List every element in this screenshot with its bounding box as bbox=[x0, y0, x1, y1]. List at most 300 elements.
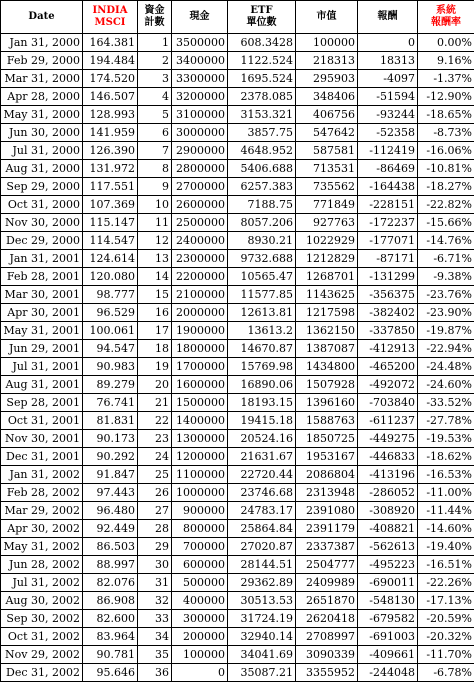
cell-etf-units: 31724.19 bbox=[228, 610, 296, 628]
table-row bbox=[1, 484, 474, 502]
cell-return: -492072 bbox=[358, 376, 418, 394]
table-row bbox=[1, 628, 474, 646]
cell-fund-count: 20 bbox=[138, 376, 172, 394]
cell-cash: 200000 bbox=[172, 628, 228, 646]
cell-etf-units: 8930.21 bbox=[228, 232, 296, 250]
cell-etf-units: 14670.87 bbox=[228, 340, 296, 358]
cell-market-value: 547642 bbox=[296, 124, 358, 142]
cell-cash: 1200000 bbox=[172, 448, 228, 466]
table-body bbox=[1, 34, 474, 682]
cell-etf-units: 20524.16 bbox=[228, 430, 296, 448]
cell-fund-count: 25 bbox=[138, 466, 172, 484]
cell-system-return-rate: -9.38% bbox=[418, 268, 474, 286]
table-row bbox=[1, 232, 474, 250]
cell-market-value: 927763 bbox=[296, 214, 358, 232]
cell-market-value: 1396160 bbox=[296, 394, 358, 412]
table-row bbox=[1, 556, 474, 574]
cell-date: Jun 30, 2000 bbox=[1, 124, 83, 142]
cell-market-value: 1850725 bbox=[296, 430, 358, 448]
cell-market-value: 2086804 bbox=[296, 466, 358, 484]
cell-system-return-rate: -22.82% bbox=[418, 196, 474, 214]
cell-system-return-rate: 9.16% bbox=[418, 52, 474, 70]
cell-system-return-rate: -18.65% bbox=[418, 106, 474, 124]
cell-etf-units: 24783.17 bbox=[228, 502, 296, 520]
cell-market-value: 1212829 bbox=[296, 250, 358, 268]
cell-cash: 2100000 bbox=[172, 286, 228, 304]
cell-return: -413196 bbox=[358, 466, 418, 484]
cell-fund-count: 13 bbox=[138, 250, 172, 268]
cell-market-value: 2337387 bbox=[296, 538, 358, 556]
cell-date: Aug 30, 2002 bbox=[1, 592, 83, 610]
cell-etf-units: 25864.84 bbox=[228, 520, 296, 538]
table-row bbox=[1, 160, 474, 178]
cell-india-msci: 86.503 bbox=[83, 538, 138, 556]
cell-india-msci: 82.076 bbox=[83, 574, 138, 592]
cell-fund-count: 18 bbox=[138, 340, 172, 358]
cell-etf-units: 1695.524 bbox=[228, 70, 296, 88]
cell-market-value: 2391080 bbox=[296, 502, 358, 520]
cell-etf-units: 28144.51 bbox=[228, 556, 296, 574]
cell-cash: 3100000 bbox=[172, 106, 228, 124]
cell-fund-count: 10 bbox=[138, 196, 172, 214]
cell-india-msci: 107.369 bbox=[83, 196, 138, 214]
cell-date: Dec 29, 2000 bbox=[1, 232, 83, 250]
cell-system-return-rate: -16.51% bbox=[418, 556, 474, 574]
cell-return: -548130 bbox=[358, 592, 418, 610]
cell-market-value: 2651870 bbox=[296, 592, 358, 610]
cell-system-return-rate: -8.73% bbox=[418, 124, 474, 142]
cell-cash: 1700000 bbox=[172, 358, 228, 376]
cell-india-msci: 90.173 bbox=[83, 430, 138, 448]
cell-cash: 1600000 bbox=[172, 376, 228, 394]
cell-date: Sep 28, 2001 bbox=[1, 394, 83, 412]
cell-system-return-rate: -15.66% bbox=[418, 214, 474, 232]
cell-return: -691003 bbox=[358, 628, 418, 646]
cell-etf-units: 18193.15 bbox=[228, 394, 296, 412]
cell-india-msci: 117.551 bbox=[83, 178, 138, 196]
cell-market-value: 2708997 bbox=[296, 628, 358, 646]
cell-fund-count: 19 bbox=[138, 358, 172, 376]
cell-etf-units: 16890.06 bbox=[228, 376, 296, 394]
cell-etf-units: 6257.383 bbox=[228, 178, 296, 196]
cell-system-return-rate: -33.52% bbox=[418, 394, 474, 412]
table-row bbox=[1, 430, 474, 448]
cell-cash: 3300000 bbox=[172, 70, 228, 88]
cell-market-value: 1507928 bbox=[296, 376, 358, 394]
cell-cash: 1300000 bbox=[172, 430, 228, 448]
cell-return: -690011 bbox=[358, 574, 418, 592]
cell-return: -172237 bbox=[358, 214, 418, 232]
cell-date: Dec 31, 2002 bbox=[1, 664, 83, 682]
cell-market-value: 735562 bbox=[296, 178, 358, 196]
cell-system-return-rate: -20.32% bbox=[418, 628, 474, 646]
table-row bbox=[1, 646, 474, 664]
cell-market-value: 406756 bbox=[296, 106, 358, 124]
cell-etf-units: 8057.206 bbox=[228, 214, 296, 232]
cell-return: -382402 bbox=[358, 304, 418, 322]
cell-etf-units: 35087.21 bbox=[228, 664, 296, 682]
header-etf-units: ETF 單位數 bbox=[228, 1, 296, 34]
cell-market-value: 771849 bbox=[296, 196, 358, 214]
cell-etf-units: 13613.2 bbox=[228, 322, 296, 340]
header-row bbox=[1, 1, 474, 34]
cell-fund-count: 36 bbox=[138, 664, 172, 682]
cell-return: -52358 bbox=[358, 124, 418, 142]
cell-cash: 1800000 bbox=[172, 340, 228, 358]
table-row bbox=[1, 340, 474, 358]
cell-date: May 31, 2002 bbox=[1, 538, 83, 556]
cell-date: Apr 30, 2001 bbox=[1, 304, 83, 322]
cell-india-msci: 89.279 bbox=[83, 376, 138, 394]
header-fund-count: 資金 計數 bbox=[138, 1, 172, 34]
cell-date: Apr 30, 2002 bbox=[1, 520, 83, 538]
cell-fund-count: 31 bbox=[138, 574, 172, 592]
cell-return: -112419 bbox=[358, 142, 418, 160]
cell-cash: 2000000 bbox=[172, 304, 228, 322]
table-row bbox=[1, 520, 474, 538]
cell-date: Sep 29, 2000 bbox=[1, 178, 83, 196]
cell-system-return-rate: -14.60% bbox=[418, 520, 474, 538]
cell-etf-units: 5406.688 bbox=[228, 160, 296, 178]
cell-date: Apr 28, 2000 bbox=[1, 88, 83, 106]
cell-market-value: 2391179 bbox=[296, 520, 358, 538]
table-row bbox=[1, 106, 474, 124]
table-row bbox=[1, 268, 474, 286]
cell-india-msci: 174.520 bbox=[83, 70, 138, 88]
cell-fund-count: 21 bbox=[138, 394, 172, 412]
cell-date: Jul 31, 2000 bbox=[1, 142, 83, 160]
cell-market-value: 1434800 bbox=[296, 358, 358, 376]
cell-india-msci: 164.381 bbox=[83, 34, 138, 52]
table-row bbox=[1, 52, 474, 70]
cell-date: Mar 29, 2002 bbox=[1, 502, 83, 520]
cell-market-value: 1362150 bbox=[296, 322, 358, 340]
cell-date: Feb 29, 2000 bbox=[1, 52, 83, 70]
table-row bbox=[1, 466, 474, 484]
cell-date: Feb 28, 2002 bbox=[1, 484, 83, 502]
cell-fund-count: 14 bbox=[138, 268, 172, 286]
cell-fund-count: 33 bbox=[138, 610, 172, 628]
cell-cash: 1500000 bbox=[172, 394, 228, 412]
cell-date: Nov 30, 2000 bbox=[1, 214, 83, 232]
table-row bbox=[1, 358, 474, 376]
cell-date: Jan 31, 2001 bbox=[1, 250, 83, 268]
cell-india-msci: 120.080 bbox=[83, 268, 138, 286]
cell-cash: 2400000 bbox=[172, 232, 228, 250]
cell-etf-units: 3153.321 bbox=[228, 106, 296, 124]
cell-etf-units: 608.3428 bbox=[228, 34, 296, 52]
cell-cash: 1000000 bbox=[172, 484, 228, 502]
cell-fund-count: 5 bbox=[138, 106, 172, 124]
cell-india-msci: 92.449 bbox=[83, 520, 138, 538]
cell-system-return-rate: -6.71% bbox=[418, 250, 474, 268]
cell-system-return-rate: -19.53% bbox=[418, 430, 474, 448]
cell-fund-count: 35 bbox=[138, 646, 172, 664]
cell-date: Oct 31, 2002 bbox=[1, 628, 83, 646]
cell-market-value: 1217598 bbox=[296, 304, 358, 322]
cell-etf-units: 7188.75 bbox=[228, 196, 296, 214]
cell-market-value: 1143625 bbox=[296, 286, 358, 304]
cell-market-value: 2504777 bbox=[296, 556, 358, 574]
cell-etf-units: 12613.81 bbox=[228, 304, 296, 322]
cell-return: -337850 bbox=[358, 322, 418, 340]
cell-cash: 600000 bbox=[172, 556, 228, 574]
cell-fund-count: 23 bbox=[138, 430, 172, 448]
cell-cash: 1400000 bbox=[172, 412, 228, 430]
cell-return: -679582 bbox=[358, 610, 418, 628]
header-cash: 現金 bbox=[172, 1, 228, 34]
cell-date: Mar 31, 2000 bbox=[1, 70, 83, 88]
cell-system-return-rate: -11.44% bbox=[418, 502, 474, 520]
cell-cash: 2300000 bbox=[172, 250, 228, 268]
cell-india-msci: 90.983 bbox=[83, 358, 138, 376]
cell-system-return-rate: -27.78% bbox=[418, 412, 474, 430]
cell-date: Sep 30, 2002 bbox=[1, 610, 83, 628]
cell-system-return-rate: -23.76% bbox=[418, 286, 474, 304]
cell-india-msci: 98.777 bbox=[83, 286, 138, 304]
cell-market-value: 2620418 bbox=[296, 610, 358, 628]
cell-cash: 2800000 bbox=[172, 160, 228, 178]
cell-date: May 31, 2001 bbox=[1, 322, 83, 340]
cell-return: -164438 bbox=[358, 178, 418, 196]
cell-return: -244048 bbox=[358, 664, 418, 682]
cell-etf-units: 15769.98 bbox=[228, 358, 296, 376]
table-row bbox=[1, 250, 474, 268]
cell-market-value: 295903 bbox=[296, 70, 358, 88]
cell-india-msci: 94.547 bbox=[83, 340, 138, 358]
cell-system-return-rate: -19.40% bbox=[418, 538, 474, 556]
cell-market-value: 218313 bbox=[296, 52, 358, 70]
cell-fund-count: 15 bbox=[138, 286, 172, 304]
cell-return: -177071 bbox=[358, 232, 418, 250]
table-row bbox=[1, 178, 474, 196]
cell-fund-count: 12 bbox=[138, 232, 172, 250]
cell-date: Jul 31, 2002 bbox=[1, 574, 83, 592]
cell-india-msci: 81.831 bbox=[83, 412, 138, 430]
cell-date: Aug 31, 2000 bbox=[1, 160, 83, 178]
table-row bbox=[1, 70, 474, 88]
cell-fund-count: 11 bbox=[138, 214, 172, 232]
cell-return: 18313 bbox=[358, 52, 418, 70]
cell-cash: 800000 bbox=[172, 520, 228, 538]
cell-fund-count: 22 bbox=[138, 412, 172, 430]
cell-cash: 2900000 bbox=[172, 142, 228, 160]
cell-cash: 1100000 bbox=[172, 466, 228, 484]
cell-etf-units: 34041.69 bbox=[228, 646, 296, 664]
cell-fund-count: 30 bbox=[138, 556, 172, 574]
table-row bbox=[1, 286, 474, 304]
cell-market-value: 3090339 bbox=[296, 646, 358, 664]
cell-cash: 1900000 bbox=[172, 322, 228, 340]
cell-system-return-rate: -14.76% bbox=[418, 232, 474, 250]
cell-system-return-rate: -11.00% bbox=[418, 484, 474, 502]
cell-date: Feb 28, 2001 bbox=[1, 268, 83, 286]
cell-market-value: 587581 bbox=[296, 142, 358, 160]
table-row bbox=[1, 664, 474, 682]
cell-india-msci: 115.147 bbox=[83, 214, 138, 232]
cell-date: Jan 31, 2000 bbox=[1, 34, 83, 52]
cell-fund-count: 6 bbox=[138, 124, 172, 142]
cell-etf-units: 21631.67 bbox=[228, 448, 296, 466]
cell-india-msci: 90.292 bbox=[83, 448, 138, 466]
cell-return: -4097 bbox=[358, 70, 418, 88]
table-row bbox=[1, 196, 474, 214]
cell-cash: 2200000 bbox=[172, 268, 228, 286]
cell-india-msci: 82.600 bbox=[83, 610, 138, 628]
cell-india-msci: 131.972 bbox=[83, 160, 138, 178]
cell-etf-units: 10565.47 bbox=[228, 268, 296, 286]
header-india-msci: INDIA MSCI bbox=[83, 1, 138, 34]
cell-return: 0 bbox=[358, 34, 418, 52]
header-return: 報酬 bbox=[358, 1, 418, 34]
header-market-value: 市值 bbox=[296, 1, 358, 34]
cell-date: Jun 29, 2001 bbox=[1, 340, 83, 358]
table-row bbox=[1, 412, 474, 430]
cell-return: -465200 bbox=[358, 358, 418, 376]
cell-cash: 3200000 bbox=[172, 88, 228, 106]
cell-return: -86469 bbox=[358, 160, 418, 178]
cell-india-msci: 95.646 bbox=[83, 664, 138, 682]
cell-fund-count: 26 bbox=[138, 484, 172, 502]
cell-cash: 2700000 bbox=[172, 178, 228, 196]
cell-fund-count: 4 bbox=[138, 88, 172, 106]
cell-cash: 3500000 bbox=[172, 34, 228, 52]
cell-india-msci: 124.614 bbox=[83, 250, 138, 268]
table-row bbox=[1, 88, 474, 106]
cell-cash: 2500000 bbox=[172, 214, 228, 232]
cell-date: Dec 31, 2001 bbox=[1, 448, 83, 466]
cell-system-return-rate: -16.53% bbox=[418, 466, 474, 484]
cell-market-value: 1953167 bbox=[296, 448, 358, 466]
cell-market-value: 348406 bbox=[296, 88, 358, 106]
cell-cash: 400000 bbox=[172, 592, 228, 610]
cell-etf-units: 11577.85 bbox=[228, 286, 296, 304]
cell-date: Aug 31, 2001 bbox=[1, 376, 83, 394]
cell-etf-units: 19415.18 bbox=[228, 412, 296, 430]
table-row bbox=[1, 394, 474, 412]
cell-system-return-rate: -6.78% bbox=[418, 664, 474, 682]
cell-market-value: 1268701 bbox=[296, 268, 358, 286]
cell-return: -228151 bbox=[358, 196, 418, 214]
cell-india-msci: 128.993 bbox=[83, 106, 138, 124]
cell-return: -703840 bbox=[358, 394, 418, 412]
table-row bbox=[1, 538, 474, 556]
cell-fund-count: 34 bbox=[138, 628, 172, 646]
cell-cash: 900000 bbox=[172, 502, 228, 520]
cell-system-return-rate: -19.87% bbox=[418, 322, 474, 340]
cell-fund-count: 2 bbox=[138, 52, 172, 70]
table-row bbox=[1, 322, 474, 340]
cell-return: -408821 bbox=[358, 520, 418, 538]
cell-fund-count: 7 bbox=[138, 142, 172, 160]
cell-market-value: 713531 bbox=[296, 160, 358, 178]
cell-cash: 2600000 bbox=[172, 196, 228, 214]
cell-etf-units: 22720.44 bbox=[228, 466, 296, 484]
cell-fund-count: 27 bbox=[138, 502, 172, 520]
cell-system-return-rate: -22.26% bbox=[418, 574, 474, 592]
cell-system-return-rate: 0.00% bbox=[418, 34, 474, 52]
cell-india-msci: 126.390 bbox=[83, 142, 138, 160]
cell-system-return-rate: -11.70% bbox=[418, 646, 474, 664]
cell-date: Oct 31, 2000 bbox=[1, 196, 83, 214]
cell-return: -562613 bbox=[358, 538, 418, 556]
cell-system-return-rate: -16.06% bbox=[418, 142, 474, 160]
cell-etf-units: 29362.89 bbox=[228, 574, 296, 592]
table-row bbox=[1, 448, 474, 466]
cell-date: Mar 30, 2001 bbox=[1, 286, 83, 304]
cell-date: May 31, 2000 bbox=[1, 106, 83, 124]
cell-market-value: 3355952 bbox=[296, 664, 358, 682]
cell-date: Jan 31, 2002 bbox=[1, 466, 83, 484]
cell-etf-units: 1122.524 bbox=[228, 52, 296, 70]
cell-return: -93244 bbox=[358, 106, 418, 124]
table-row bbox=[1, 304, 474, 322]
cell-system-return-rate: -24.60% bbox=[418, 376, 474, 394]
cell-return: -131299 bbox=[358, 268, 418, 286]
cell-fund-count: 16 bbox=[138, 304, 172, 322]
cell-india-msci: 114.547 bbox=[83, 232, 138, 250]
cell-market-value: 100000 bbox=[296, 34, 358, 52]
cell-etf-units: 27020.87 bbox=[228, 538, 296, 556]
cell-return: -286052 bbox=[358, 484, 418, 502]
table-row bbox=[1, 376, 474, 394]
cell-return: -409661 bbox=[358, 646, 418, 664]
cell-return: -611237 bbox=[358, 412, 418, 430]
cell-etf-units: 32940.14 bbox=[228, 628, 296, 646]
cell-etf-units: 2378.085 bbox=[228, 88, 296, 106]
header-date: Date bbox=[1, 1, 83, 34]
cell-fund-count: 8 bbox=[138, 160, 172, 178]
cell-etf-units: 4648.952 bbox=[228, 142, 296, 160]
cell-fund-count: 29 bbox=[138, 538, 172, 556]
table-row bbox=[1, 34, 474, 52]
cell-etf-units: 3857.75 bbox=[228, 124, 296, 142]
cell-system-return-rate: -18.62% bbox=[418, 448, 474, 466]
cell-fund-count: 1 bbox=[138, 34, 172, 52]
cell-return: -412913 bbox=[358, 340, 418, 358]
cell-fund-count: 24 bbox=[138, 448, 172, 466]
cell-return: -51594 bbox=[358, 88, 418, 106]
cell-india-msci: 97.443 bbox=[83, 484, 138, 502]
cell-return: -87171 bbox=[358, 250, 418, 268]
cell-date: Oct 31, 2001 bbox=[1, 412, 83, 430]
cell-system-return-rate: -17.13% bbox=[418, 592, 474, 610]
table-row bbox=[1, 592, 474, 610]
cell-cash: 500000 bbox=[172, 574, 228, 592]
cell-etf-units: 30513.53 bbox=[228, 592, 296, 610]
cell-system-return-rate: -10.81% bbox=[418, 160, 474, 178]
cell-india-msci: 146.507 bbox=[83, 88, 138, 106]
cell-india-msci: 91.847 bbox=[83, 466, 138, 484]
cell-fund-count: 17 bbox=[138, 322, 172, 340]
cell-india-msci: 88.997 bbox=[83, 556, 138, 574]
cell-system-return-rate: -1.37% bbox=[418, 70, 474, 88]
cell-cash: 300000 bbox=[172, 610, 228, 628]
cell-date: Jul 31, 2001 bbox=[1, 358, 83, 376]
cell-etf-units: 9732.688 bbox=[228, 250, 296, 268]
cell-return: -495223 bbox=[358, 556, 418, 574]
cell-return: -308920 bbox=[358, 502, 418, 520]
cell-india-msci: 83.964 bbox=[83, 628, 138, 646]
cell-india-msci: 96.480 bbox=[83, 502, 138, 520]
table-row bbox=[1, 502, 474, 520]
cell-cash: 700000 bbox=[172, 538, 228, 556]
cell-fund-count: 3 bbox=[138, 70, 172, 88]
cell-cash: 3000000 bbox=[172, 124, 228, 142]
cell-system-return-rate: -20.59% bbox=[418, 610, 474, 628]
cell-market-value: 1588763 bbox=[296, 412, 358, 430]
cell-system-return-rate: -12.90% bbox=[418, 88, 474, 106]
